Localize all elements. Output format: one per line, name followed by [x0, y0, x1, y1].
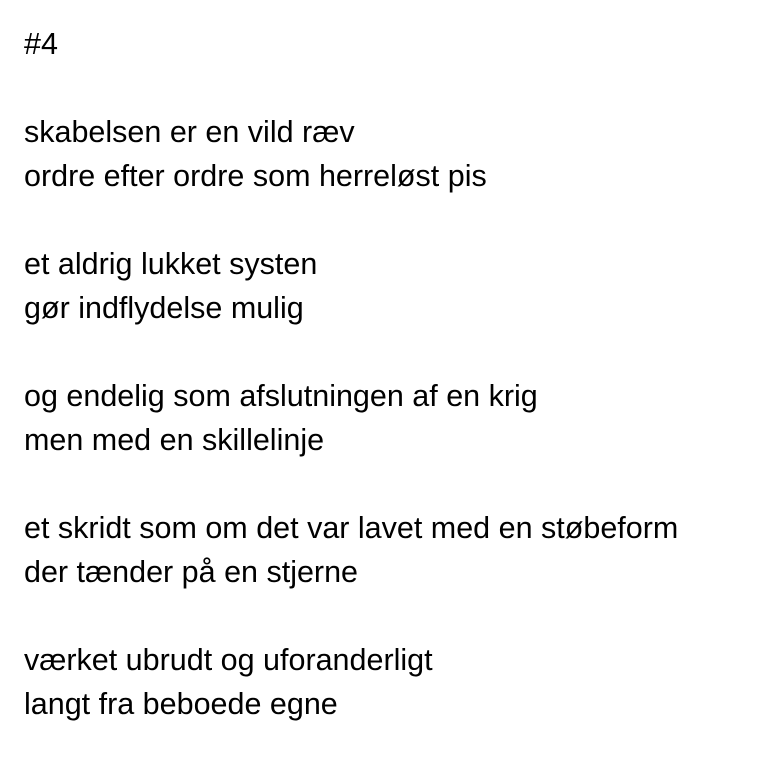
poem-document	[24, 22, 754, 726]
poem-line: ordre efter ordre som herreløst pis	[24, 159, 487, 193]
poem-line: et skridt som om det var lavet med en støbeform	[24, 511, 679, 545]
stanza-spacer	[24, 198, 754, 242]
stanza-5	[24, 638, 754, 726]
poem-line: men med en skillelinje	[24, 423, 325, 457]
poem-line: langt fra beboede egne	[24, 687, 338, 721]
stanza-spacer	[24, 330, 754, 374]
poem-line: skabelsen er en vild ræv	[24, 115, 355, 149]
stanza-spacer	[24, 594, 754, 638]
poem-number-heading: #4	[24, 27, 58, 61]
poem-line: og endelig som afslutningen af en krig	[24, 379, 538, 413]
stanza-spacer	[24, 66, 754, 110]
poem-line: der tænder på en stjerne	[24, 555, 359, 589]
poem-line: værket ubrudt og uforanderligt	[24, 643, 433, 677]
stanza-3	[24, 374, 754, 462]
stanza-2	[24, 242, 754, 330]
poem-line: et aldrig lukket systen	[24, 247, 318, 281]
poem-line: gør indflydelse mulig	[24, 291, 304, 325]
stanza-1	[24, 110, 754, 198]
stanza-4	[24, 506, 754, 594]
stanza-spacer	[24, 462, 754, 506]
